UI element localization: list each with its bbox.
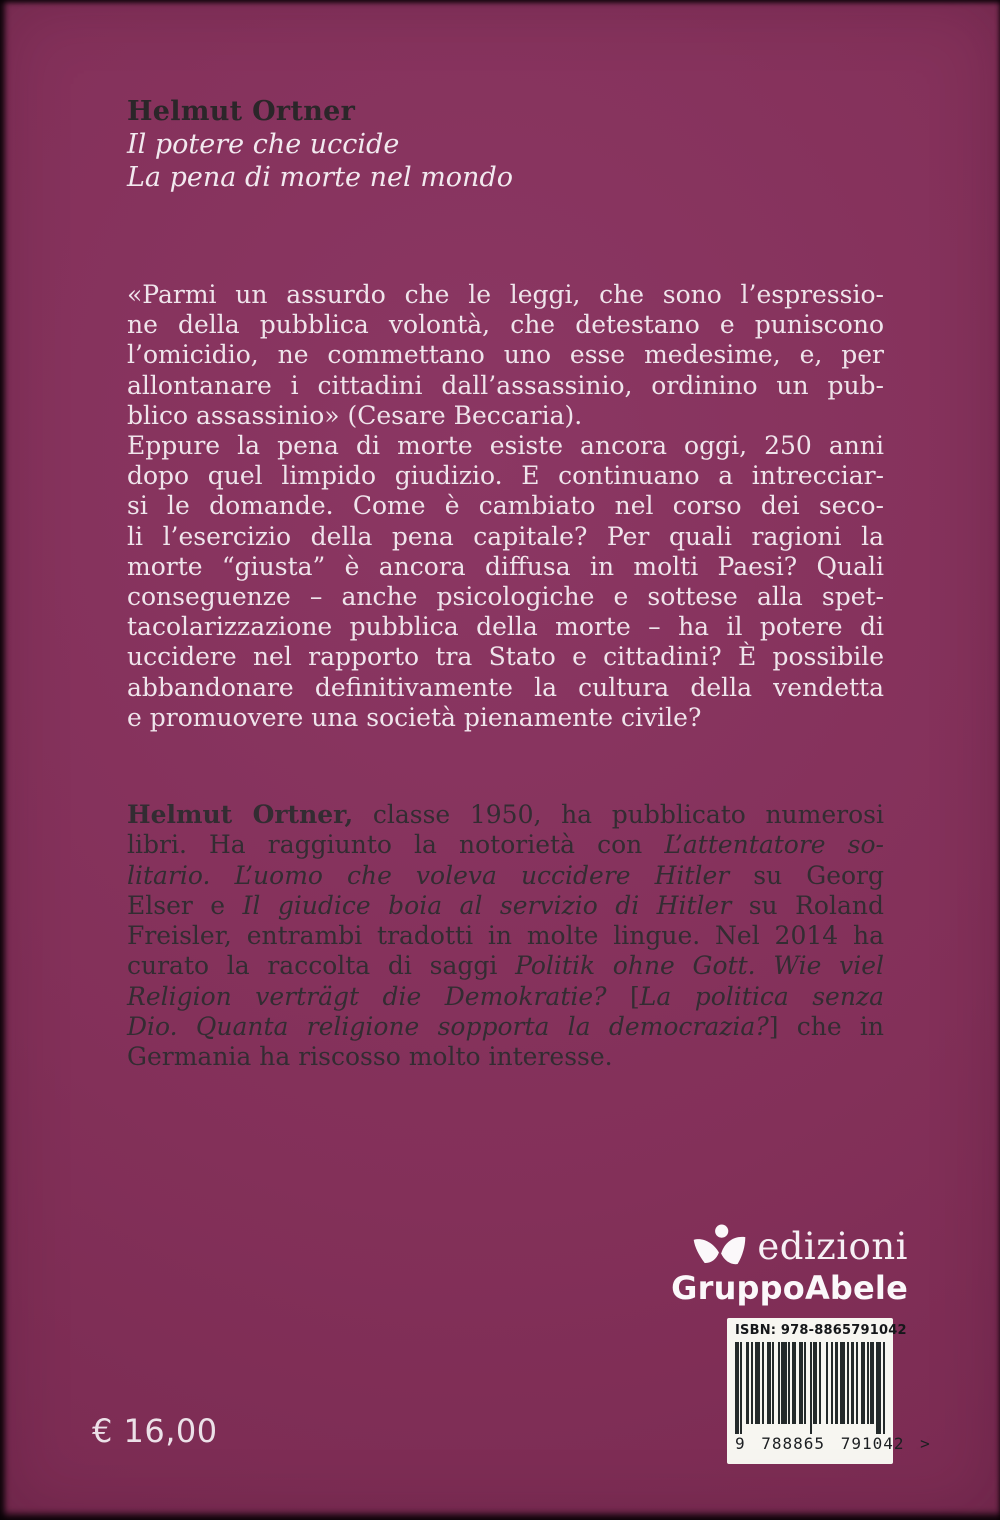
text-line: allontanare i cittadini dall’assassinio, ordinino un pub-: [127, 370, 884, 400]
text-line: Germania ha riscosso molto interesse.: [127, 1042, 613, 1072]
text-line: l’omicidio, ne commettano uno esse medesime, e, per: [127, 340, 884, 370]
text-line: Dio. Quanta religione sopporta la democrazia?] che in: [127, 1012, 884, 1042]
publisher-name-label: GruppoAbele: [671, 1269, 908, 1307]
publisher-logo-row: [671, 1224, 908, 1269]
title-block: [127, 95, 513, 194]
text-line: «Parmi un assurdo che le leggi, che sono l’espressio-: [127, 280, 884, 309]
author-name: Helmut Ortner: [127, 96, 356, 127]
price-label: € 16,00: [92, 1412, 218, 1450]
publisher-edizioni-label: edizioni: [757, 1225, 908, 1268]
text-line: li l’esercizio della pena capitale? Per quali ragioni la: [127, 521, 884, 551]
text-line: tacolarizzazione pubblica della morte – ha il potere di: [127, 612, 884, 642]
text-line: Helmut Ortner, classe 1950, ha pubblicato numerosi: [127, 800, 884, 829]
text-line: conseguenze – anche psicologiche e sottese alla spet-: [127, 582, 884, 612]
text-line: curato la raccolta di saggi Politik ohne Gott. Wie viel: [127, 951, 884, 981]
text-line: morte “giusta” è ancora diffusa in molti Paesi? Quali: [127, 551, 884, 581]
book-title: Il potere che uccide: [127, 129, 400, 160]
text-line: si le domande. Come è cambiato nel corso dei seco-: [127, 491, 884, 521]
gruppo-abele-logo-icon: [691, 1224, 748, 1269]
barcode-block: [727, 1318, 931, 1464]
back-cover-blurb: [127, 280, 884, 733]
text-line: Religion verträgt die Demokratie? [La politica senza: [127, 981, 885, 1011]
text-line: Eppure la pena di morte esiste ancora oggi, 250 anni: [127, 431, 884, 461]
isbn-label: ISBN: 978-8865791042: [735, 1323, 907, 1338]
publisher-block: [671, 1224, 908, 1307]
book-subtitle: La pena di morte nel mondo: [127, 162, 513, 193]
text-line: Elser e Il giudice boia al servizio di Hitler su Roland: [127, 890, 884, 920]
barcode-bars: [735, 1342, 885, 1432]
text-line: ne della pubblica volontà, che detestano e puniscono: [127, 310, 884, 340]
text-line: Freisler, entrambi tradotti in molte lingue. Nel 2014 ha: [127, 921, 884, 951]
text-line: litario. L’uomo che voleva uccidere Hitler su Georg: [127, 860, 884, 890]
barcode-bar: [883, 1342, 885, 1434]
barcode-digits: 9 788865 791042 >: [735, 1434, 931, 1453]
text-line: abbandonare definitivamente la cultura della vendetta: [127, 672, 884, 702]
text-line: dopo quel limpido giudizio. E continuano a intrecciar-: [127, 461, 884, 491]
text-line: e promuovere una società pienamente civile?: [127, 702, 702, 732]
text-line: blico assassinio» (Cesare Beccaria).: [127, 400, 583, 430]
author-bio: [127, 800, 884, 1073]
text-line: uccidere nel rapporto tra Stato e cittadini? È possibile: [127, 642, 884, 672]
text-line: libri. Ha raggiunto la notorietà con L’attentatore so-: [127, 830, 884, 860]
